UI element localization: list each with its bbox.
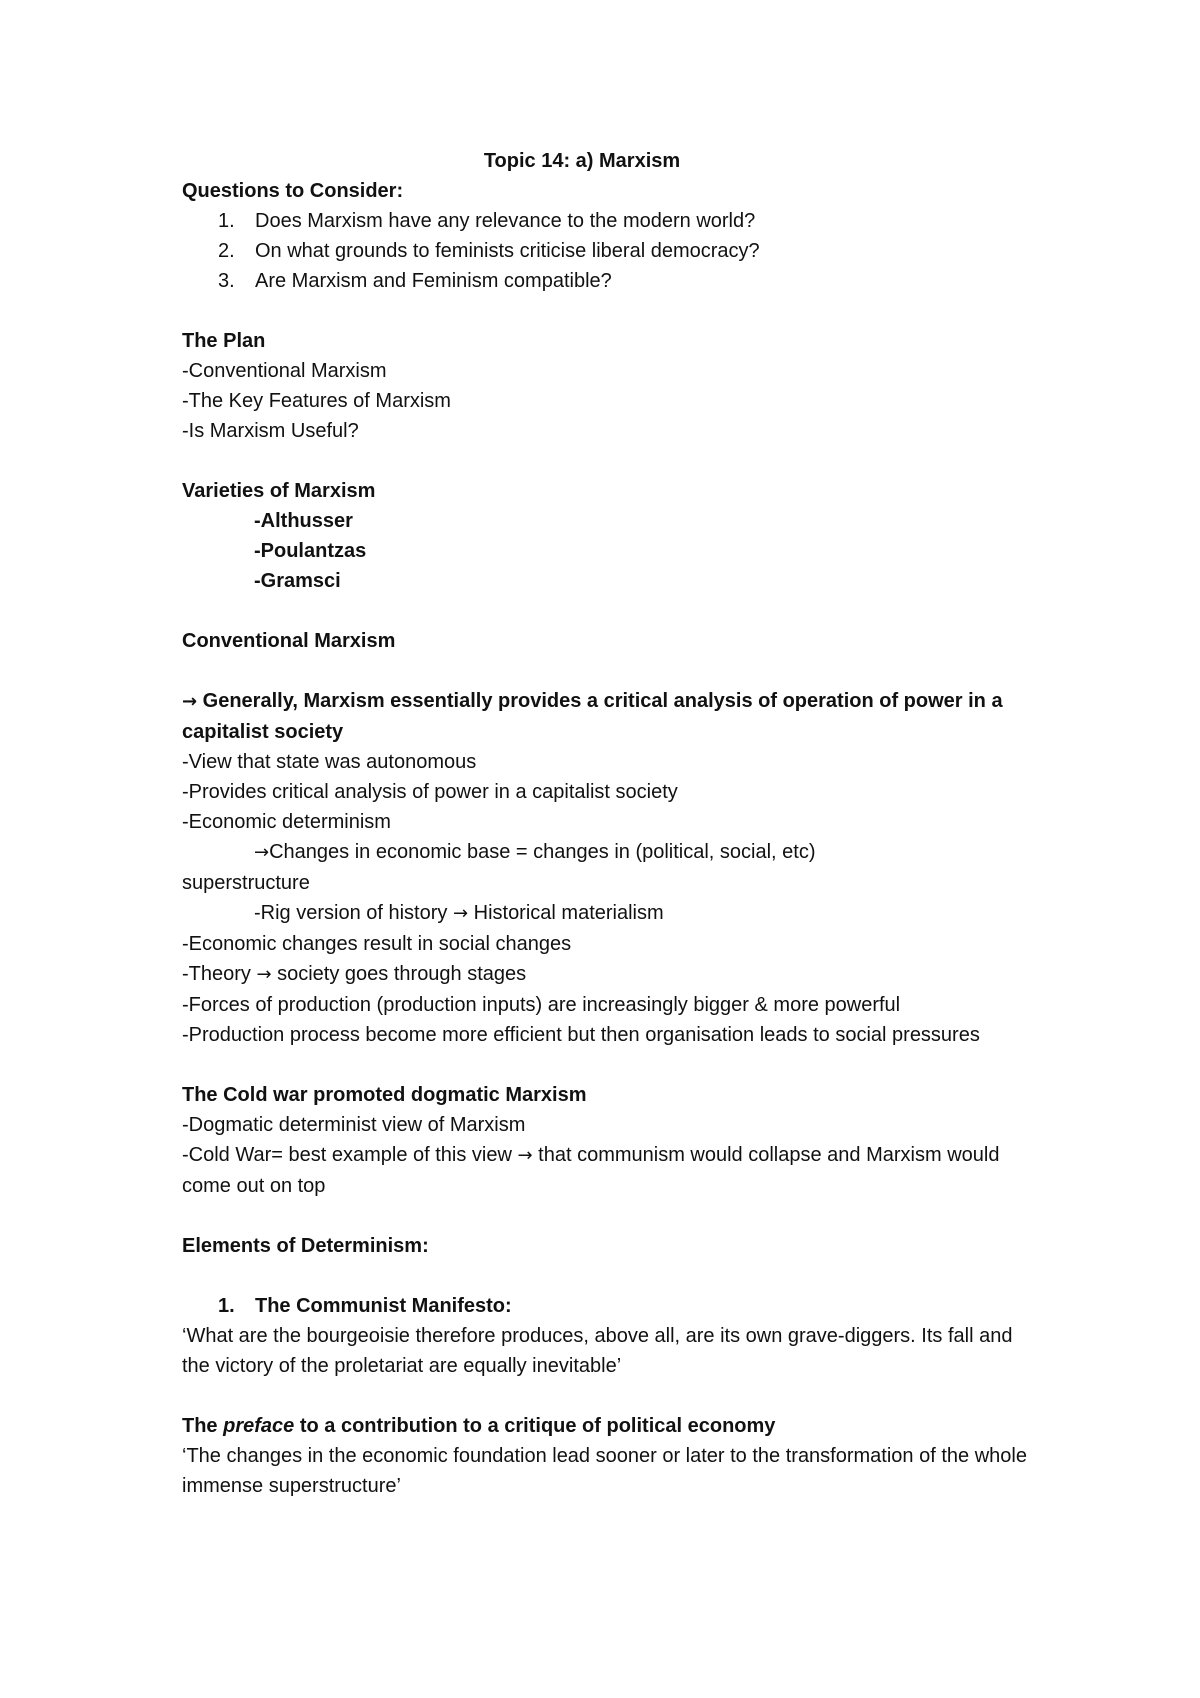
varieties-heading: Varieties of Marxism bbox=[182, 480, 376, 502]
heading-text: to a contribution to a critique of political economy bbox=[294, 1415, 776, 1437]
elements-list bbox=[182, 1291, 1042, 1321]
list-number: 1. bbox=[218, 210, 235, 232]
page-title: Topic 14: a) Marxism bbox=[483, 150, 681, 172]
line-text: -Rig version of history bbox=[254, 902, 453, 924]
questions-list bbox=[182, 206, 1042, 296]
list-text: On what grounds to feminists criticise liberal democracy? bbox=[255, 240, 760, 262]
text-line: -View that state was autonomous bbox=[182, 751, 477, 773]
list-text: The Communist Manifesto: bbox=[255, 1295, 512, 1317]
lead-text: Generally, Marxism essentially provides a critical analysis of operation of power in a capitalist society bbox=[182, 690, 1003, 743]
text-line: -Provides critical analysis of power in a capitalist society bbox=[182, 781, 678, 803]
list-item bbox=[182, 1291, 1042, 1321]
list-item bbox=[182, 266, 1042, 296]
questions-heading: Questions to Consider: bbox=[182, 180, 404, 202]
right-arrow-icon: → bbox=[452, 903, 469, 924]
line-text: Historical materialism bbox=[468, 902, 664, 924]
variety-item: -Poulantzas bbox=[254, 540, 367, 562]
plan-item: -The Key Features of Marxism bbox=[182, 390, 451, 412]
heading-text: The bbox=[182, 1415, 224, 1437]
text-line-indented bbox=[182, 837, 1042, 868]
list-text: Are Marxism and Feminism compatible? bbox=[255, 270, 612, 292]
plan-item: -Conventional Marxism bbox=[182, 360, 387, 382]
right-arrow-icon: → bbox=[517, 1145, 533, 1166]
preface-quote: ‘The changes in the economic foundation lead sooner or later to the transformation of the whole immense superstructure’ bbox=[182, 1445, 1027, 1497]
preface-heading bbox=[182, 1411, 1042, 1441]
plan-item: -Is Marxism Useful? bbox=[182, 420, 359, 442]
text-line: -Economic changes result in social changes bbox=[182, 933, 572, 955]
line-text: that communism would collapse and Marxism would come out on top bbox=[182, 1144, 1000, 1197]
list-number: 2. bbox=[218, 240, 235, 262]
text-line bbox=[182, 959, 1042, 990]
list-item bbox=[182, 206, 1042, 236]
right-arrow-icon: → bbox=[254, 842, 270, 863]
document-content bbox=[182, 146, 1042, 1501]
list-number: 1. bbox=[218, 1295, 235, 1317]
list-number: 3. bbox=[218, 270, 235, 292]
text-line: -Production process become more efficient but then organisation leads to social pressures bbox=[182, 1024, 980, 1046]
line-text: -Cold War= best example of this view bbox=[182, 1144, 518, 1166]
variety-item: -Gramsci bbox=[254, 570, 341, 592]
line-text: -Theory bbox=[182, 963, 257, 985]
conventional-lead bbox=[182, 686, 1042, 747]
variety-item: -Althusser bbox=[254, 510, 353, 532]
list-text: Does Marxism have any relevance to the modern world? bbox=[255, 210, 756, 232]
text-line: -Forces of production (production inputs) are increasingly bigger & more powerful bbox=[182, 994, 901, 1016]
heading-emphasis: preface bbox=[223, 1415, 295, 1437]
conventional-heading: Conventional Marxism bbox=[182, 630, 396, 652]
list-item bbox=[182, 236, 1042, 266]
elements-heading: Elements of Determinism: bbox=[182, 1235, 429, 1257]
line-text: Changes in economic base = changes in (political, social, etc) bbox=[269, 841, 816, 863]
right-arrow-icon: → bbox=[182, 691, 198, 712]
text-line: superstructure bbox=[182, 872, 310, 894]
line-text: society goes through stages bbox=[271, 963, 527, 985]
text-line: -Economic determinism bbox=[182, 811, 391, 833]
text-line: -Dogmatic determinist view of Marxism bbox=[182, 1114, 526, 1136]
plan-heading: The Plan bbox=[182, 330, 266, 352]
manifesto-quote: ‘What are the bourgeoisie therefore produces, above all, are its own grave-diggers. Its fall and the victory of the proletariat are equally inevitable’ bbox=[182, 1325, 1013, 1377]
right-arrow-icon: → bbox=[256, 964, 272, 985]
coldwar-heading: The Cold war promoted dogmatic Marxism bbox=[182, 1084, 587, 1106]
text-line bbox=[182, 1140, 1042, 1201]
text-line-indented bbox=[182, 898, 1042, 929]
